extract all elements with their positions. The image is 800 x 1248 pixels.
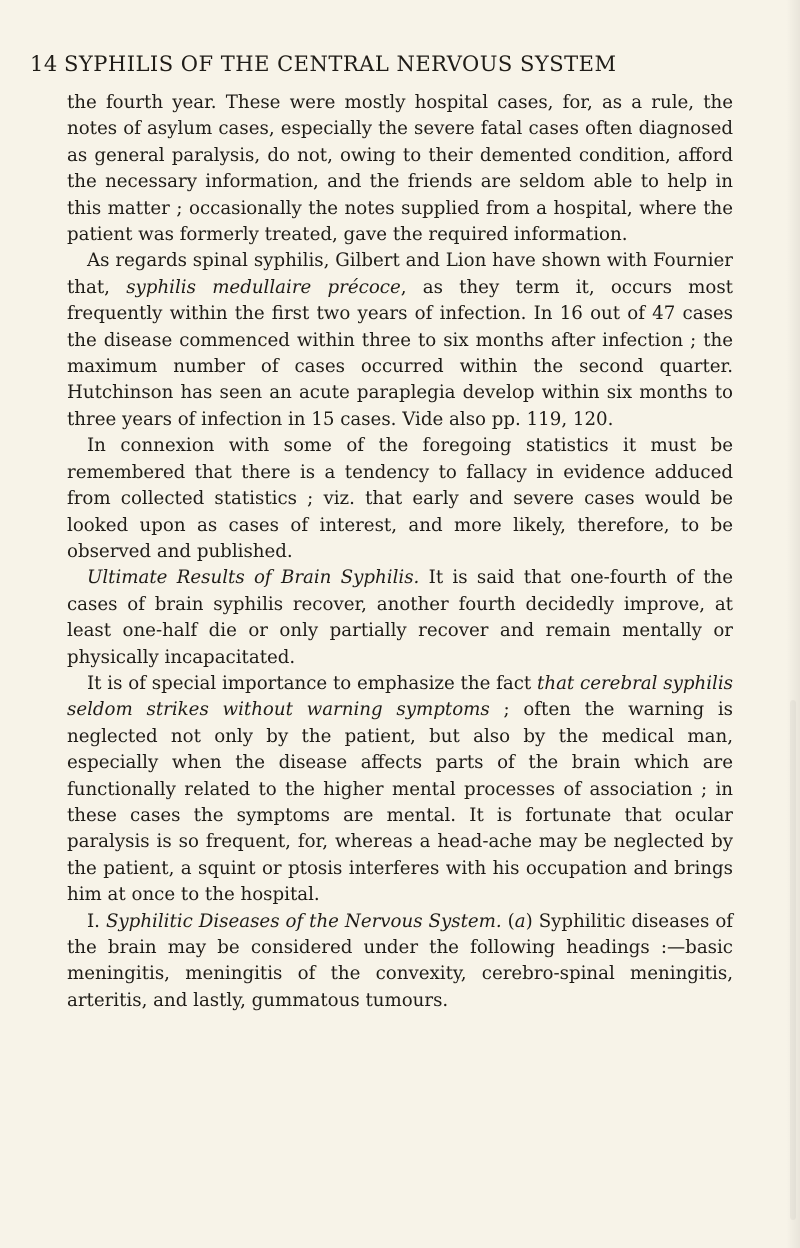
paragraph-2-italic-term: syphilis medullaire précoce (126, 276, 401, 298)
paragraph-3 (67, 433, 733, 565)
section-heading-syphilitic-diseases: Syphilitic Diseases of the Nervous System. (105, 910, 502, 932)
body-text (67, 90, 733, 1014)
section-heading-ultimate-results: Ultimate Results of Brain Syphilis. (87, 567, 420, 589)
paragraph-6 (67, 909, 733, 1015)
paragraph-5-text-b: ; often the warning is neglected not only by the patient, but also by the medical man, especially when the disease affects parts of the brain which are functionally related to the higher mental processes of association ; in these cases the symptoms are mental. It is fortunate that ocular paralysis is so frequent, for, whereas a head-ache may be neglected by the patient, a squint or ptosis interferes with his occupation and brings him at once to the hospital. (67, 699, 733, 906)
running-title: SYPHILIS OF THE CENTRAL NERVOUS SYSTEM (64, 52, 617, 76)
paragraph-3-text: In connexion with some of the foregoing statistics it must be remembered that there is a tendency to fallacy in evidence adduced from collected statistics ; viz. that early and severe cases would be looked upon as cases of interest, and more likely, therefore, to be observed and published. (67, 435, 733, 562)
paragraph-1-text: the fourth year. These were mostly hospital cases, for, as a rule, the notes of asylum cases, especially the severe fatal cases often diagnosed as general paralysis, do not, owing to their demented condition, afford the necessary information, and the friends are seldom able to help in this matter ; occasionally the notes supplied from a hospital, where the patient was formerly treated, gave the required information. (67, 92, 733, 246)
paragraph-5 (67, 671, 733, 909)
paragraph-4 (67, 565, 733, 671)
paragraph-5-emphasis: that cerebral syphilis seldom strikes without warning symptoms (67, 672, 734, 721)
paragraph-4-text: It is said that one-fourth of the cases of brain syphilis recover, another fourth decidedly improve, at least one-half die or only partially recover and remain mentally or physically incapacitated. (67, 567, 733, 668)
section-numeral: I. (87, 910, 106, 932)
paragraph-6-paren-open: ( (501, 910, 515, 932)
paragraph-6-text: ) Syphilitic diseases of the brain may be considered under the following headings :—basic meningitis, meningitis of the convexity, cerebro-spinal meningitis, arteritis, and lastly, gummatous tumours. (67, 910, 733, 1011)
paragraph-1 (67, 90, 733, 248)
running-header (30, 50, 770, 78)
subsection-letter: a (514, 910, 526, 932)
page-edge-mark (790, 700, 796, 1220)
paragraph-2-text-a: As regards spinal syphilis, Gilbert and Lion have shown with Fournier that, (67, 250, 733, 298)
page-number: 14 (30, 52, 58, 76)
paragraph-5-text-a: It is of special importance to emphasize the fact (87, 672, 538, 694)
paragraph-2 (67, 248, 733, 433)
paragraph-2-text-b: , as they term it, occurs most frequently within the first two years of infection. In 16 out of 47 cases the disease commenced within three to six months after infection ; the maximum number of cases occurred within the second quarter. Hutchinson has seen an acute paraplegia develop within six months to three years of infection in 15 cases. Vide also pp. 119, 120. (67, 276, 733, 430)
